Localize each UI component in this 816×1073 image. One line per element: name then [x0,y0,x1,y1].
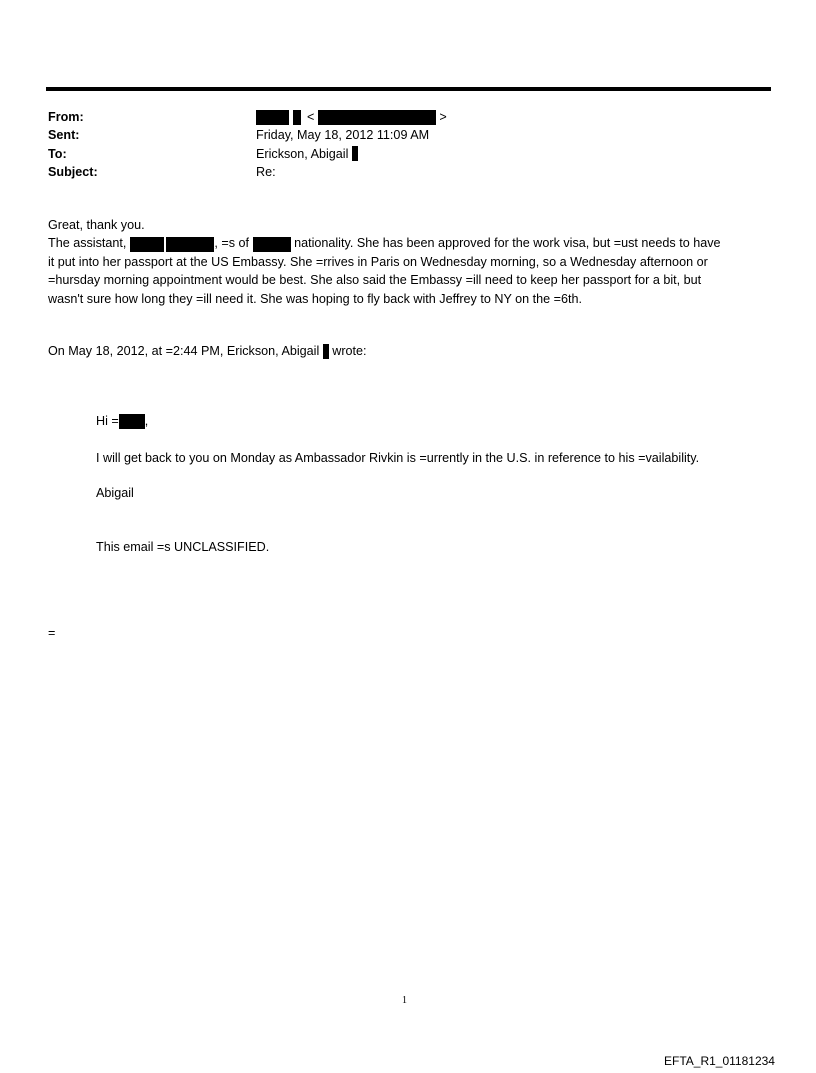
to-row [48,145,447,163]
subject-label: Subject: [48,165,98,180]
redaction-box [352,146,358,161]
to-value [256,145,358,163]
header-rule [46,87,771,91]
text-segment: , =s of [214,236,250,251]
classification-notice: This email =s UNCLASSIFIED. [96,540,270,554]
from-row [48,108,447,126]
message-body [48,216,773,308]
redaction-box [293,110,301,125]
quoted-signature: Abigail [96,486,134,500]
from-label: From: [48,110,84,124]
subject-row [48,163,447,181]
from-gt: > [439,110,447,124]
text-segment: The assistant, [48,236,127,251]
from-value [256,108,447,126]
redaction-box [318,110,436,125]
quoted-greeting [96,412,148,430]
text-segment: wrote: [332,344,367,358]
text-segment: On May 18, 2012, at =2:44 PM, Erickson, Abigail [48,344,320,358]
to-label: To: [48,146,67,161]
sent-row [48,126,447,144]
sent-label: Sent: [48,128,80,143]
message-line [48,234,773,252]
redaction-box [256,110,289,125]
redaction-box [166,237,214,252]
redaction-box [253,237,291,252]
message-line: =hursday morning appointment would be best. She also said the Embassy =ill need to keep her passport for a bit, but [48,273,702,288]
document-id: EFTA_R1_01181234 [664,1054,775,1068]
quote-attribution [48,342,367,360]
page-number: 1 [402,995,407,1006]
message-line: wasn't sure how long they =ill need it. She was hoping to fly back with Jeffrey to NY on the =6th. [48,291,582,306]
email-header [48,108,447,182]
from-lt: < [307,110,315,124]
trailing-marker: = [48,626,56,640]
greeting: Great, thank you. [48,218,145,232]
quoted-body: I will get back to you on Monday as Ambassador Rivkin is =urrently in the U.S. in reference to his =vailability. [96,451,700,465]
text-segment: Hi = [96,414,119,428]
text-segment: , [144,414,149,428]
redaction-box [130,237,164,252]
sent-value: Friday, May 18, 2012 11:09 AM [256,128,430,143]
subject-value: Re: [256,165,276,180]
message-line: it put into her passport at the US Embassy. She =rrives in Paris on Wednesday morning, so a Wednesday afternoon or [48,254,708,269]
text-segment: nationality. She has been approved for the work visa, but =ust needs to have [294,236,721,251]
to-name: Erickson, Abigail [256,146,349,161]
redaction-box [119,414,145,429]
redaction-box [323,344,329,359]
